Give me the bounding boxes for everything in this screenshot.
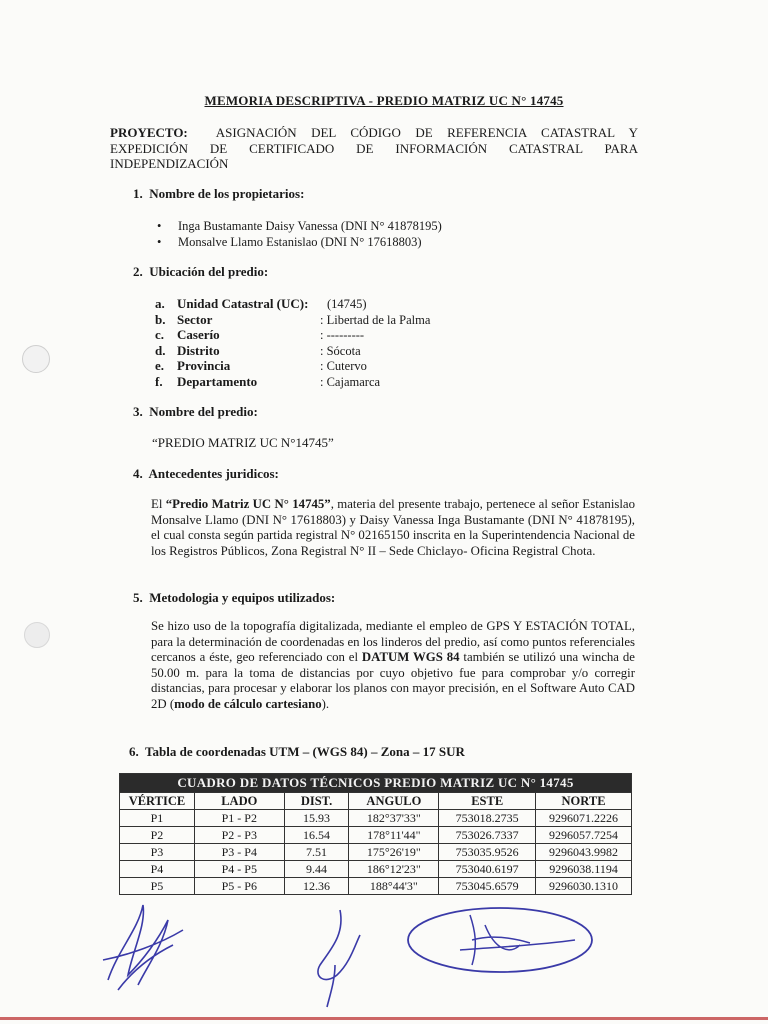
- table-row: [120, 810, 632, 827]
- table-row: [120, 861, 632, 878]
- location-label: c. Caserío: [155, 327, 220, 342]
- location-value: : Cutervo: [320, 359, 367, 373]
- punch-hole: [24, 622, 50, 648]
- table-cell: 9.44: [284, 861, 349, 878]
- location-label: f. Departamento: [155, 374, 258, 389]
- section-number: 3.: [133, 404, 143, 419]
- metodologia-paragraph: [151, 619, 635, 713]
- column-header: LADO: [194, 793, 284, 810]
- table-cell: 7.51: [284, 844, 349, 861]
- table-cell: P1 - P2: [194, 810, 284, 827]
- table-cell: 188°44'3": [349, 878, 439, 895]
- owner-item: • Monsalve Llamo Estanislao (DNI N° 17618803): [178, 235, 422, 250]
- metodologia-text: también se utilizó una wincha de 50.00 m. para la toma de distancias por cuyo objetivo fue para comprobar y/o corregir distancias, para procesar y elaborar los planos con mayor precisión, en el Software Auto CAD 2D (: [151, 650, 635, 711]
- section-number: 4.: [133, 466, 143, 481]
- section-heading-text: Metodologia y equipos utilizados:: [149, 590, 336, 605]
- antecedentes-bold: “Predio Matriz UC N° 14745”: [165, 497, 331, 511]
- table-banner: CUADRO DE DATOS TÉCNICOS PREDIO MATRIZ UC N° 14745: [120, 774, 632, 793]
- location-value: : Sócota: [320, 344, 361, 358]
- proyecto-label: PROYECTO:: [110, 125, 188, 140]
- table-cell: P4: [120, 861, 195, 878]
- section-1-heading: [133, 186, 304, 202]
- column-header: ESTE: [439, 793, 536, 810]
- antecedentes-rest: , materia del presente trabajo, pertenece al señor Estanislao Monsalve Llamo (DNI N° 17618803) y Daisy Vanessa Inga Bustamante (DNI N° 41878195), el cual consta según partida registral N° 02165150 inscrita en la Superintendencia Nacional de los Registros Públicos, Zona Registral N° II – Sede Chiclayo- Oficina Registral Chota.: [151, 497, 635, 558]
- table-cell: 753026.7337: [439, 827, 536, 844]
- table-cell: 9296038.1194: [536, 861, 632, 878]
- table-cell: 178°11'44": [349, 827, 439, 844]
- table-cell: 15.93: [284, 810, 349, 827]
- section-6-heading: [129, 744, 465, 760]
- table-row: [120, 844, 632, 861]
- location-label: b. Sector: [155, 312, 213, 327]
- table-cell: 175°26'19": [349, 844, 439, 861]
- table-row: [120, 827, 632, 844]
- section-number: 6.: [129, 744, 139, 759]
- section-3-heading: [133, 404, 258, 420]
- section-heading-text: Tabla de coordenadas UTM – (WGS 84) – Zona – 17 SUR: [145, 744, 465, 759]
- section-heading-text: Antecedentes juridicos:: [148, 466, 279, 481]
- section-heading-text: Nombre del predio:: [149, 404, 258, 419]
- antecedentes-paragraph: [151, 497, 635, 559]
- table-cell: P5 - P6: [194, 878, 284, 895]
- table-cell: 753045.6579: [439, 878, 536, 895]
- table-cell: P4 - P5: [194, 861, 284, 878]
- table-cell: 9296071.2226: [536, 810, 632, 827]
- column-header: VÉRTICE: [120, 793, 195, 810]
- signature-right-seal: [400, 895, 600, 985]
- table-cell: 9296043.9982: [536, 844, 632, 861]
- section-5-heading: [133, 590, 335, 606]
- metodologia-bold: modo de cálculo cartesiano: [174, 696, 322, 711]
- table-cell: 753018.2735: [439, 810, 536, 827]
- proyecto-text: ASIGNACIÓN DEL CÓDIGO DE REFERENCIA CATASTRAL Y EXPEDICIÓN DE CERTIFICADO DE INFORMACIÓN CATASTRAL PARA INDEPENDIZACIÓN: [110, 125, 638, 171]
- signature-left: [88, 890, 198, 1000]
- table-cell: 186°12'23": [349, 861, 439, 878]
- section-number: 1.: [133, 186, 143, 201]
- metodologia-bold: DATUM WGS 84: [361, 650, 460, 665]
- section-number: 2.: [133, 264, 143, 279]
- section-number: 5.: [133, 590, 143, 605]
- location-label: d. Distrito: [155, 343, 220, 358]
- location-value: (14745): [327, 297, 367, 311]
- predio-name: “PREDIO MATRIZ UC N°14745”: [152, 435, 334, 450]
- proyecto-paragraph: [110, 125, 638, 172]
- section-heading-text: Nombre de los propietarios:: [149, 186, 305, 201]
- column-header: NORTE: [536, 793, 632, 810]
- table-cell: 753040.6197: [439, 861, 536, 878]
- section-heading-text: Ubicación del predio:: [149, 264, 269, 279]
- table-cell: 12.36: [284, 878, 349, 895]
- location-value: : Libertad de la Palma: [320, 313, 431, 327]
- punch-hole: [22, 345, 50, 373]
- section-2-heading: [133, 264, 268, 280]
- antecedentes-prefix: El: [151, 497, 166, 511]
- table-cell: P3 - P4: [194, 844, 284, 861]
- location-value: : ---------: [320, 328, 365, 342]
- location-label: a. Unidad Catastral (UC):: [155, 296, 309, 311]
- table-cell: 9296057.7254: [536, 827, 632, 844]
- table-cell: P2: [120, 827, 195, 844]
- table-cell: 753035.9526: [439, 844, 536, 861]
- column-header: ANGULO: [349, 793, 439, 810]
- table-cell: P2 - P3: [194, 827, 284, 844]
- location-value: : Cajamarca: [320, 375, 381, 389]
- metodologia-text: ).: [321, 696, 330, 711]
- location-label: e. Provincia: [155, 358, 231, 373]
- table-cell: 182°37'33": [349, 810, 439, 827]
- table-cell: P1: [120, 810, 195, 827]
- table-cell: 9296030.1310: [536, 878, 632, 895]
- metodologia-text: Se hizo uso de la topografía digitalizada, mediante el empleo de GPS Y ESTACIÓN TOTAL, para la determinación de coordenadas en los linderos del predio, así como puntos referenciales cercanos a éste, geo referenciado con el: [151, 619, 635, 665]
- signature-middle: [305, 905, 375, 1010]
- document-title: MEMORIA DESCRIPTIVA - PREDIO MATRIZ UC N° 14745: [204, 93, 564, 108]
- coordinates-table: [119, 773, 632, 895]
- section-4-heading: [133, 466, 279, 482]
- column-header: DIST.: [284, 793, 349, 810]
- table-cell: P3: [120, 844, 195, 861]
- page-edge-line: [0, 1017, 768, 1020]
- table-cell: 16.54: [284, 827, 349, 844]
- owner-item: • Inga Bustamante Daisy Vanessa (DNI N° 41878195): [178, 219, 442, 234]
- table-cell: P5: [120, 878, 195, 895]
